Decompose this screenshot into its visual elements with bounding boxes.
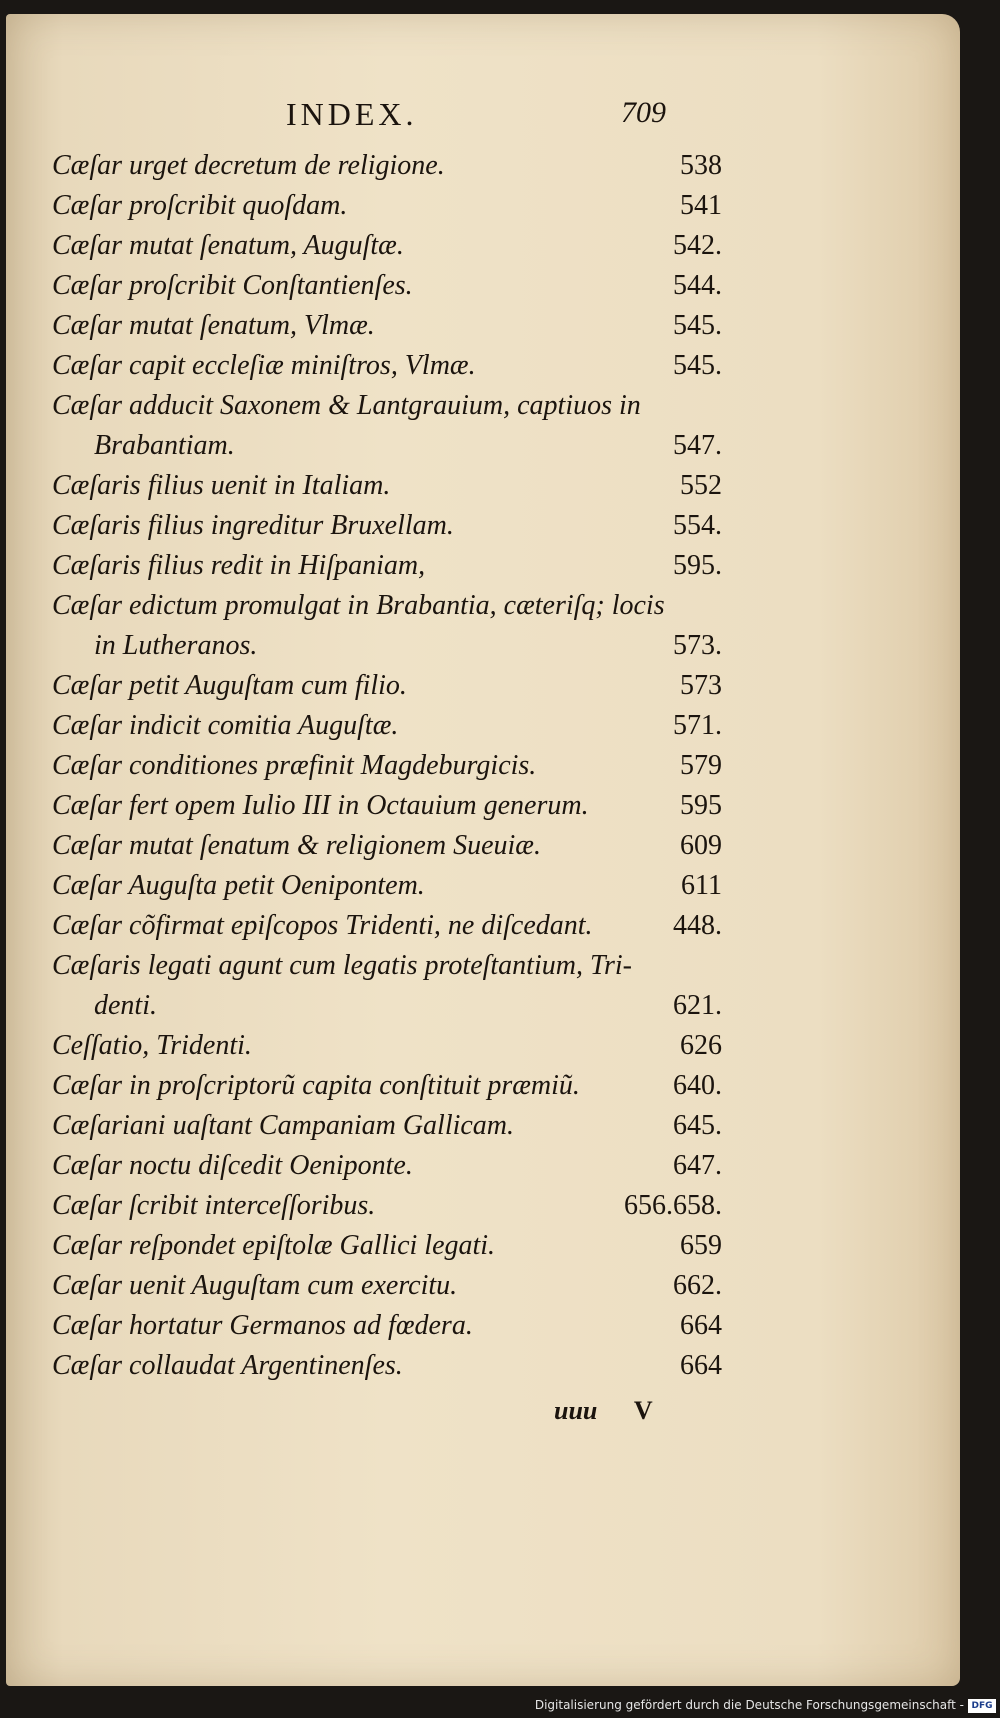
entry-text: Cæſar conditiones præfinit Magdeburgicis. [52,750,537,781]
index-entry [52,866,722,906]
entry-page-ref: 554. [673,510,722,541]
catchword: V [633,1396,653,1425]
entry-line [52,906,722,946]
entry-line [52,1026,722,1066]
entry-line [52,946,722,986]
entry-line [52,1066,722,1106]
page-footer [554,1396,653,1426]
entry-page-ref: 659 [680,1230,722,1261]
dfg-logo: DFG [968,1699,996,1713]
entry-text: Cæſar uenit Auguſtam cum exercitu. [52,1270,458,1301]
entry-continuation: Brabantiam. [94,430,235,461]
entry-page-ref: 662. [673,1270,722,1301]
entry-page-ref: 664 [680,1310,722,1341]
entry-line [52,746,722,786]
index-entry [52,1106,722,1146]
index-entry [52,1346,722,1386]
entry-line [52,866,722,906]
entry-page-ref: 573. [673,630,722,661]
entry-text: Cæſar edictum promulgat in Brabantia, cæteriſq; locis [52,590,665,621]
entry-line [52,666,722,706]
entry-page-ref: 538 [680,150,722,181]
entry-page-ref: 595 [680,790,722,821]
entry-text: Cæſar noctu diſcedit Oeniponte. [52,1150,413,1181]
entry-line [52,266,722,306]
index-entry [52,1186,722,1226]
entry-continuation: denti. [94,990,157,1021]
index-entry [52,1226,722,1266]
entry-page-ref: 621. [673,990,722,1021]
entry-text: Cæſar petit Auguſtam cum filio. [52,670,407,701]
index-entry [52,746,722,786]
index-entry [52,186,722,226]
entry-text: Cæſar adducit Saxonem & Lantgrauium, captiuos in [52,390,641,421]
entry-line [52,786,722,826]
entry-continuation-line [52,626,722,666]
entry-text: Cæſariani uaſtant Campaniam Gallicam. [52,1110,515,1141]
entry-text: Cæſar fert opem Iulio III in Octauium generum. [52,790,589,821]
entry-text: Ceſſatio, Tridenti. [52,1030,252,1061]
entry-text: Cæſar ſcribit interceſſoribus. [52,1190,376,1221]
credit-text: Digitalisierung gefördert durch die Deutsche Forschungsgemeinschaft - [534,1698,964,1712]
entry-line [52,1266,722,1306]
index-entry [52,306,722,346]
entry-line [52,466,722,506]
entry-page-ref: 626 [680,1030,722,1061]
index-title: INDEX. [286,96,418,132]
entry-text: Cæſar mutat ſenatum & religionem Sueuiæ. [52,830,541,861]
entry-line [52,186,722,226]
index-entry [52,1266,722,1306]
entry-line [52,146,722,186]
entry-text: Cæſar reſpondet epiſtolæ Gallici legati. [52,1230,496,1261]
entry-page-ref: 595. [673,550,722,581]
entry-continuation-line [52,426,722,466]
entry-continuation-line [52,986,722,1026]
credit-bar [0,1696,1000,1718]
entry-text: Cæſar capit eccleſiæ miniſtros, Vlmæ. [52,350,476,381]
entry-page-ref: 579 [680,750,722,781]
index-entry [52,946,722,1026]
entry-text: Cæſar Auguſta petit Oenipontem. [52,870,425,901]
entry-line [52,386,722,426]
index-entry [52,1306,722,1346]
entry-line [52,706,722,746]
index-entry [52,146,722,186]
entry-line [52,826,722,866]
index-entry [52,386,722,466]
entry-text: Cæſaris filius ingreditur Bruxellam. [52,510,454,541]
entry-page-ref: 609 [680,830,722,861]
page-number: 709 [621,96,666,129]
entry-text: Cæſar mutat ſenatum, Auguſtæ. [52,230,404,261]
index-entry [52,706,722,746]
entry-page-ref: 664 [680,1350,722,1381]
entry-line [52,1106,722,1146]
index-entry [52,906,722,946]
index-entry [52,1026,722,1066]
entry-text: Cæſar proſcribit Conſtantienſes. [52,270,413,301]
signature-mark: uuu [554,1396,598,1425]
entry-text: Cæſaris filius redit in Hiſpaniam, [52,550,426,581]
entry-page-ref: 656.658. [624,1190,722,1221]
entry-continuation: in Lutheranos. [94,630,258,661]
index-entry [52,226,722,266]
index-entry [52,826,722,866]
index-entry [52,786,722,826]
book-page [6,14,960,1686]
page-header [286,96,666,136]
entry-text: Cæſar urget decretum de religione. [52,150,445,181]
entry-text: Cæſar in proſcriptorũ capita conſtituit præmiũ. [52,1070,580,1101]
entry-line [52,1346,722,1386]
index-entry [52,1146,722,1186]
entry-page-ref: 542. [673,230,722,261]
entry-page-ref: 545. [673,310,722,341]
index-entry [52,546,722,586]
entry-page-ref: 544. [673,270,722,301]
index-entries [52,146,722,1386]
entry-line [52,1186,722,1226]
entry-line [52,1226,722,1266]
entry-page-ref: 611 [681,870,722,901]
entry-page-ref: 647. [673,1150,722,1181]
entry-line [52,306,722,346]
entry-page-ref: 573 [680,670,722,701]
entry-text: Cæſar indicit comitia Auguſtæ. [52,710,399,741]
entry-page-ref: 640. [673,1070,722,1101]
entry-text: Cæſaris legati agunt cum legatis proteſtantium, Tri- [52,950,632,981]
entry-text: Cæſar proſcribit quoſdam. [52,190,348,221]
index-entry [52,1066,722,1106]
index-entry [52,346,722,386]
index-entry [52,506,722,546]
entry-page-ref: 552 [680,470,722,501]
entry-text: Cæſar collaudat Argentinenſes. [52,1350,403,1381]
entry-line [52,546,722,586]
entry-line [52,586,722,626]
index-entry [52,266,722,306]
entry-page-ref: 541 [680,190,722,221]
entry-line [52,1306,722,1346]
index-entry [52,466,722,506]
entry-page-ref: 547. [673,430,722,461]
entry-text: Cæſar cõfirmat epiſcopos Tridenti, ne diſcedant. [52,910,593,941]
entry-line [52,226,722,266]
entry-page-ref: 571. [673,710,722,741]
entry-page-ref: 645. [673,1110,722,1141]
entry-text: Cæſar hortatur Germanos ad fœdera. [52,1310,473,1341]
entry-line [52,506,722,546]
entry-page-ref: 545. [673,350,722,381]
entry-text: Cæſaris filius uenit in Italiam. [52,470,391,501]
entry-line [52,346,722,386]
entry-page-ref: 448. [673,910,722,941]
index-entry [52,586,722,666]
entry-line [52,1146,722,1186]
entry-text: Cæſar mutat ſenatum, Vlmæ. [52,310,375,341]
index-entry [52,666,722,706]
